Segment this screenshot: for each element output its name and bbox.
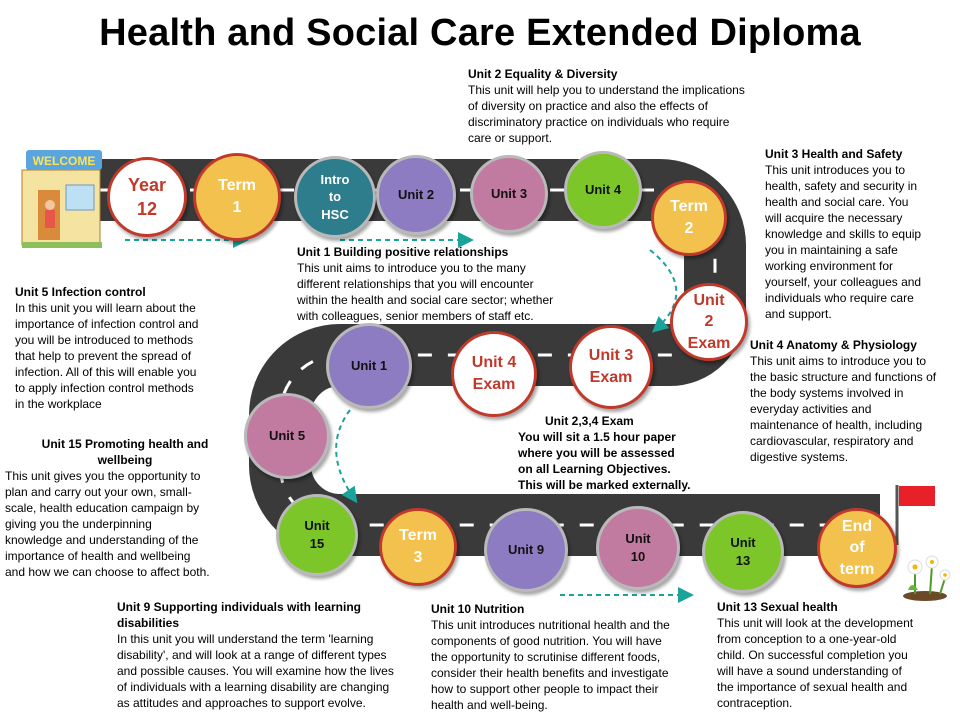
node-unit-15: Unit 15 bbox=[276, 494, 358, 576]
arrow-4 bbox=[336, 410, 355, 500]
node-term-1: Term 1 bbox=[193, 153, 281, 241]
node-unit-4: Unit 4 bbox=[564, 151, 642, 229]
desc-unit-2: Unit 2 Equality & Diversity This unit will help you to understand the implications of diversity on practice and also the effects of discriminatory practice on individuals who require care or support. bbox=[468, 67, 745, 145]
node-unit-1: Unit 1 bbox=[326, 323, 412, 409]
node-unit-3-exam: Unit 3 Exam bbox=[569, 325, 653, 409]
node-term-3: Term 3 bbox=[379, 508, 457, 586]
desc-unit-10: Unit 10 Nutrition This unit introduces nutritional health and the components of good nutrition. You will have the opportunity to scrutinise different foods, consider their health benefits and investigate how to support other people to impact their health and well-being. bbox=[431, 602, 670, 712]
page-title: Health and Social Care Extended Diploma bbox=[99, 12, 861, 54]
node-unit-9: Unit 9 bbox=[484, 508, 568, 592]
desc-unit-4: Unit 4 Anatomy & Physiology This unit aims to introduce you to the basic structure and functions of the body systems involved in everyday activities and maintenance of health, including cardiovascular, respiratory and digestive systems. bbox=[750, 338, 937, 464]
desc-unit-9: Unit 9 Supporting individuals with learning disabilities In this unit you will understand the term 'learning disability', and will look at a range of different types and possible causes. You will examine how the lives of individuals with a learning disability are changing as attitudes and approaches to support evolve. bbox=[117, 600, 394, 710]
flowers-icon bbox=[903, 556, 950, 601]
node-unit-4-exam: Unit 4 Exam bbox=[451, 331, 537, 417]
node-unit-5: Unit 5 bbox=[244, 393, 330, 479]
node-unit-13: Unit 13 bbox=[702, 511, 784, 593]
desc-unit-5: Unit 5 Infection control In this unit you will learn about the importance of infection control and you will be introduced to methods that help to prevent the spread of infection. All of this will enable you to apply infection control methods in the workplace bbox=[15, 285, 199, 411]
welcome-sign: WELCOME bbox=[32, 154, 96, 168]
desc-unit-13: Unit 13 Sexual health This unit will look at the development from conception to a one-year-old child. On successful completion you will have a sound understanding of the importance of sexual health and contraception. bbox=[717, 600, 914, 710]
node-year-12: Year 12 bbox=[107, 157, 187, 237]
desc-unit-1: Unit 1 Building positive relationships This unit aims to introduce you to the many different relationships that you will encounter within the health and social care sector; whether with colleagues, senior members of staff etc. bbox=[297, 245, 554, 323]
node-unit-10: Unit 10 bbox=[596, 506, 680, 590]
node-unit-2: Unit 2 bbox=[376, 155, 456, 235]
desc-exam: Unit 2,3,4 Exam You will sit a 1.5 hour paper where you will be assessed on all Learning Objectives. This will be marked externally. bbox=[518, 414, 691, 492]
node-intro-hsc: Intro to HSC bbox=[294, 156, 376, 238]
desc-unit-15: Unit 15 Promoting health and wellbeing This unit gives you the opportunity to plan and carry out your own, small- scale, health education campaign by giving you the underpinning knowledge and understanding of the importance of health and wellbeing and how we can choose to affect both. bbox=[5, 437, 210, 579]
node-term-2: Term 2 bbox=[651, 180, 727, 256]
node-unit-2-exam: Unit 2 Exam bbox=[670, 283, 748, 361]
desc-unit-3: Unit 3 Health and Safety This unit introduces you to health, safety and security in health and social care. You will acquire the necessary knowledge and skills to equip you in maintaining a safe working environment for yourself, your colleagues and individuals who require care and support. bbox=[765, 147, 922, 321]
finish-flag-icon bbox=[897, 485, 936, 545]
node-end-of-term: End of term bbox=[817, 508, 897, 588]
node-unit-3: Unit 3 bbox=[470, 155, 548, 233]
